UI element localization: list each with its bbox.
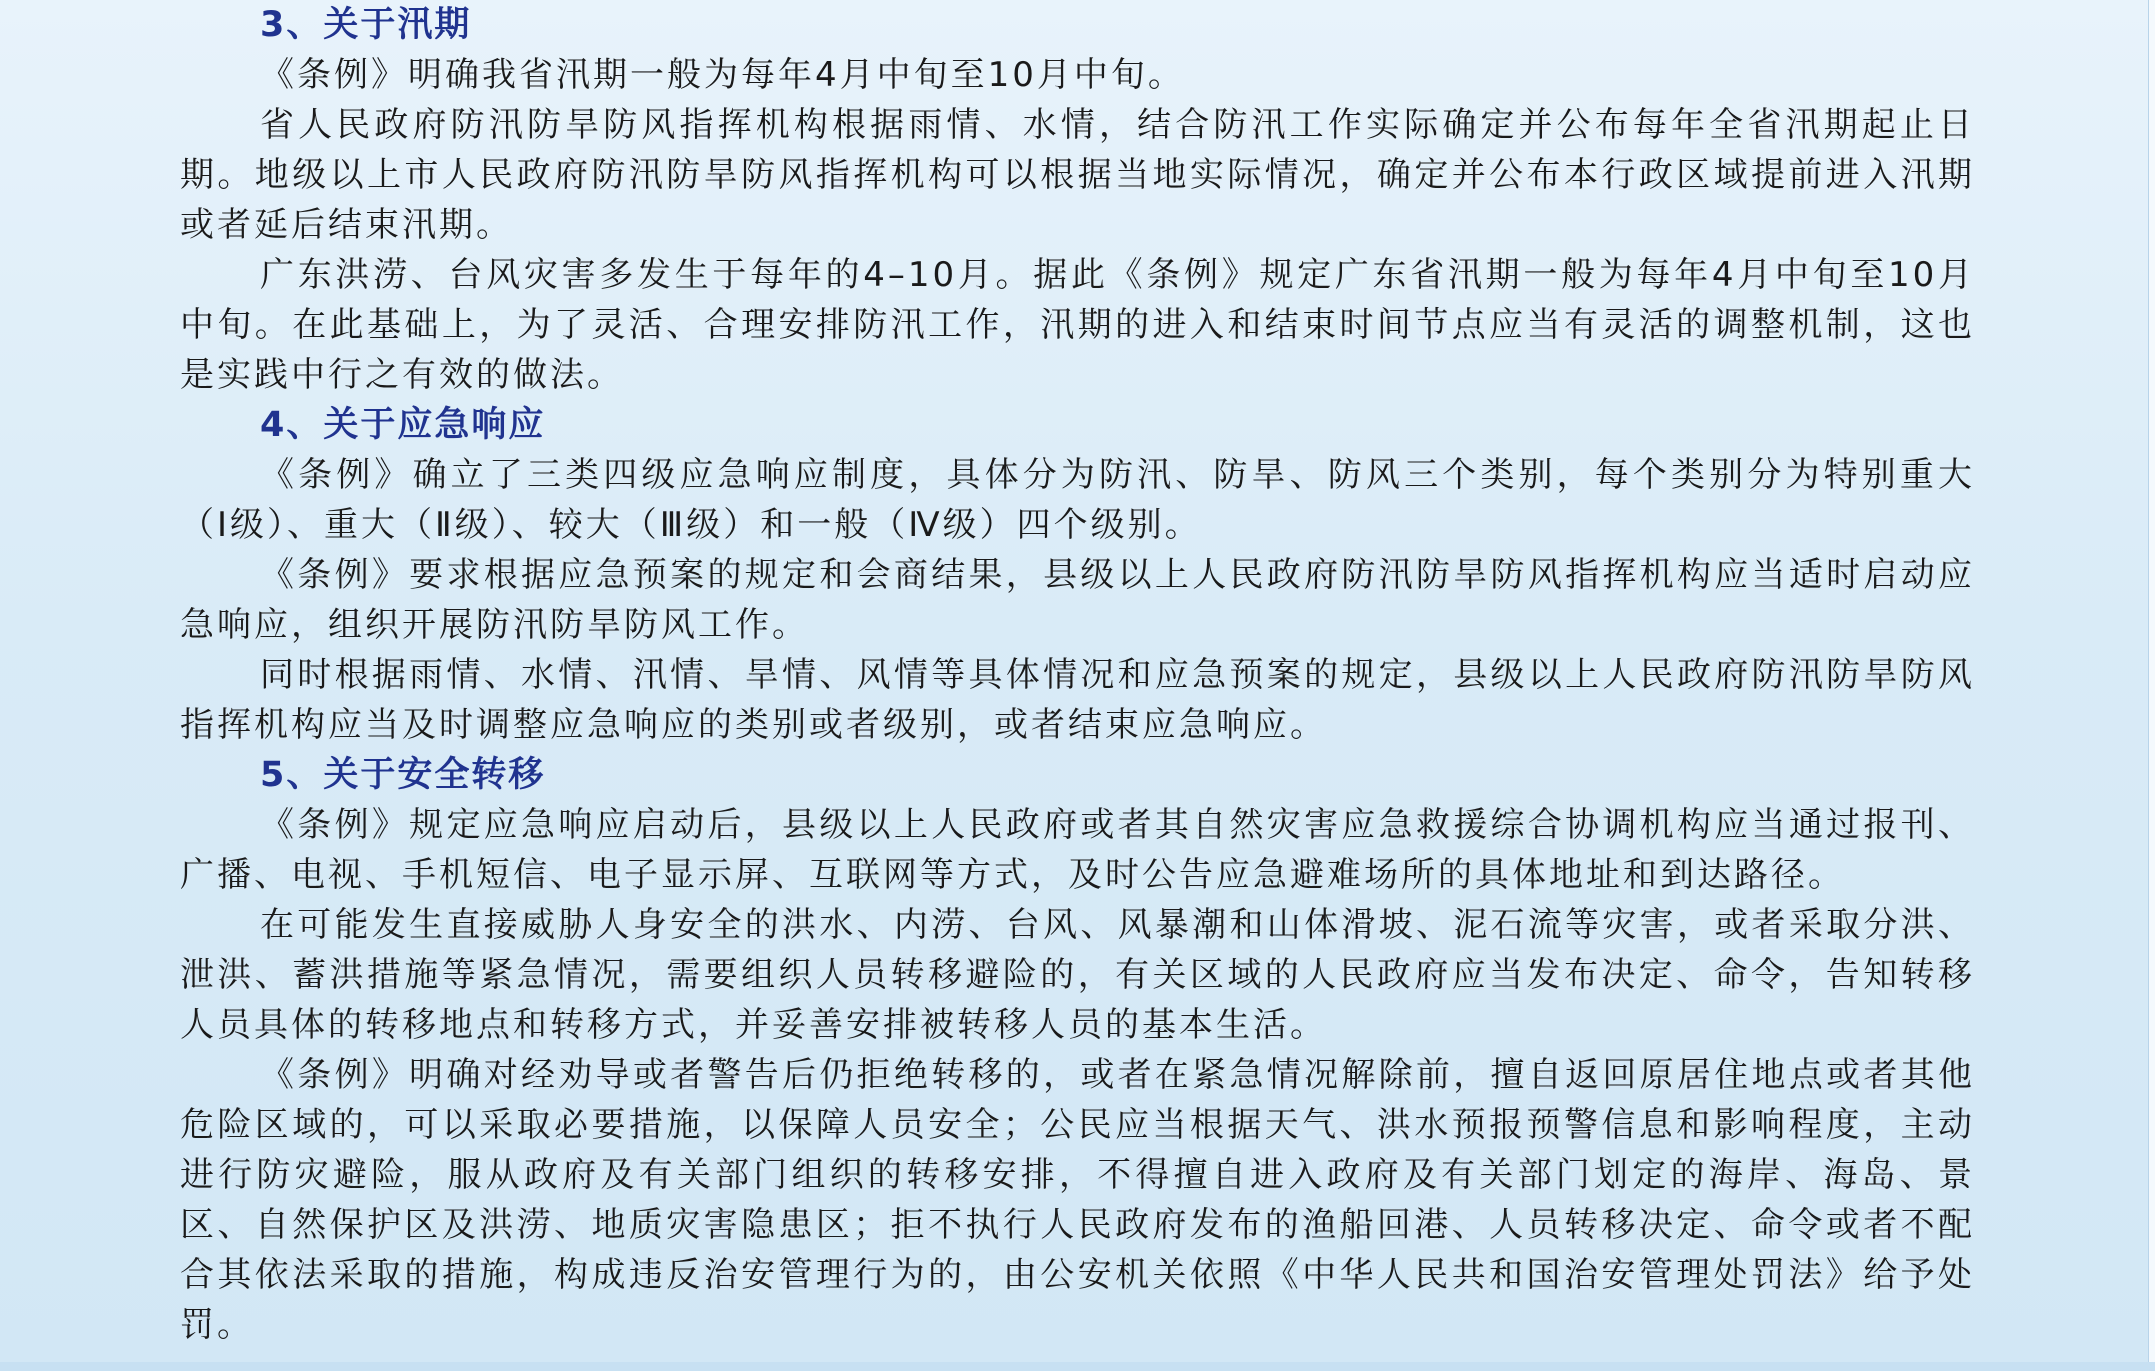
section-5-paragraph-3: 《条例》明确对经劝导或者警告后仍拒绝转移的，或者在紧急情况解除前，擅自返回原居住地点或者其他危险区域的，可以采取必要措施，以保障人员安全；公民应当根据天气、洪水预报预警信息和影响程度，主动进行防灾避险，服从政府及有关部门组织的转移安排，不得擅自进入政府及有关部门划定的海岸、海岛、景区、自然保护区及洪涝、地质灾害隐患区；拒不执行人民政府发布的渔船回港、人员转移决定、命令或者不配合其依法采取的措施，构成违反治安管理行为的，由公安机关依照《中华人民共和国治安管理处罚法》给予处罚。	[180, 1055, 1975, 1345]
page-bottom-strip	[0, 1362, 2155, 1371]
section-5-heading: 5、关于安全转移	[260, 755, 546, 795]
section-4-paragraph-2: 《条例》要求根据应急预案的规定和会商结果，县级以上人民政府防汛防旱防风指挥机构应当适时启动应急响应，组织开展防汛防旱防风工作。	[180, 555, 1975, 645]
section-3-paragraph-3: 广东洪涝、台风灾害多发生于每年的4–10月。据此《条例》规定广东省汛期一般为每年4月中旬至10月中旬。在此基础上，为了灵活、合理安排防汛工作，汛期的进入和结束时间节点应当有灵活的调整机制，这也是实践中行之有效的做法。	[180, 255, 1975, 395]
section-3-paragraph-1: 《条例》明确我省汛期一般为每年4月中旬至10月中旬。	[260, 55, 1185, 95]
section-4-paragraph-1: 《条例》确立了三类四级应急响应制度，具体分为防汛、防旱、防风三个类别，每个类别分为特别重大（Ⅰ级）、重大（Ⅱ级）、较大（Ⅲ级）和一般（Ⅳ级）四个级别。	[180, 455, 1975, 545]
section-4-paragraph-3: 同时根据雨情、水情、汛情、旱情、风情等具体情况和应急预案的规定，县级以上人民政府防汛防旱防风指挥机构应当及时调整应急响应的类别或者级别，或者结束应急响应。	[180, 655, 1975, 745]
page-right-edge	[2148, 0, 2155, 1371]
article-body	[180, 0, 1975, 1350]
section-5-paragraph-2: 在可能发生直接威胁人身安全的洪水、内涝、台风、风暴潮和山体滑坡、泥石流等灾害，或者采取分洪、泄洪、蓄洪措施等紧急情况，需要组织人员转移避险的，有关区域的人民政府应当发布决定、命令，告知转移人员具体的转移地点和转移方式，并妥善安排被转移人员的基本生活。	[180, 905, 1975, 1045]
section-3-paragraph-2: 省人民政府防汛防旱防风指挥机构根据雨情、水情，结合防汛工作实际确定并公布每年全省汛期起止日期。地级以上市人民政府防汛防旱防风指挥机构可以根据当地实际情况，确定并公布本行政区域提前进入汛期或者延后结束汛期。	[180, 105, 1975, 245]
section-5-paragraph-1: 《条例》规定应急响应启动后，县级以上人民政府或者其自然灾害应急救援综合协调机构应当通过报刊、广播、电视、手机短信、电子显示屏、互联网等方式，及时公告应急避难场所的具体地址和到达路径。	[180, 805, 1975, 895]
section-4-heading: 4、关于应急响应	[260, 405, 546, 445]
section-3-heading: 3、关于汛期	[260, 5, 472, 45]
